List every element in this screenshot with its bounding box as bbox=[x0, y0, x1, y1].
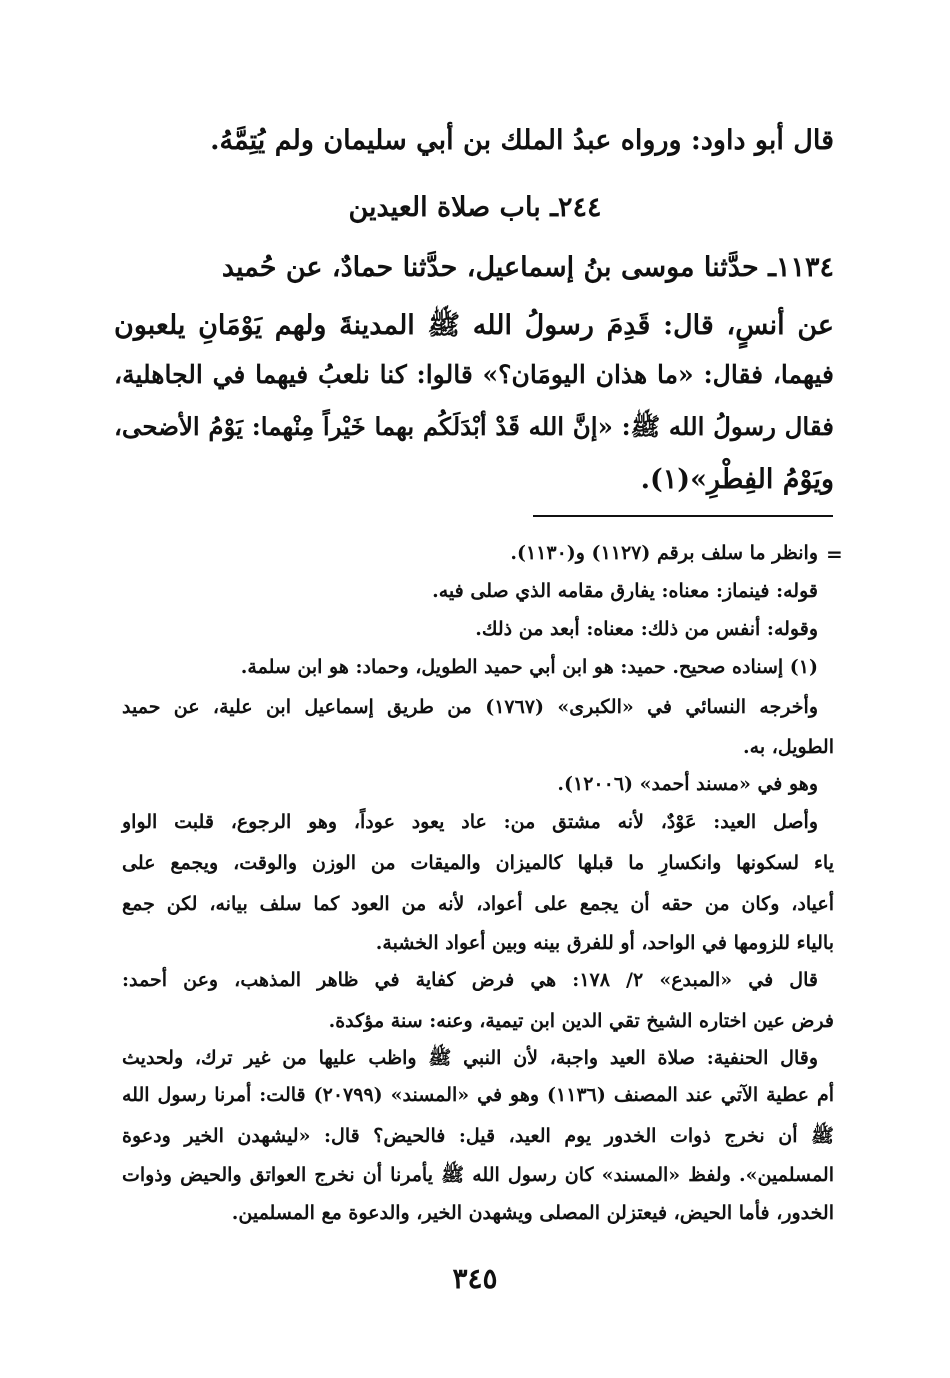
footnote-line: المسلمين». ولفظ «المسند» كان رسول الله ﷺ يأمرنا أن نخرج العواتق والحيض وذوات bbox=[122, 1164, 834, 1186]
footnote-continuation-marker: = bbox=[826, 542, 843, 566]
footnote-line: ﷺ أن نخرج ذوات الخدور يوم العيد، قيل: فالحيض؟ قال: «ليشهدن الخير ودعوة bbox=[122, 1125, 834, 1147]
footnote-line: وقال الحنفية: صلاة العيد واجبة، لأن النبي ﷺ واظب عليها من غير ترك، ولحديث bbox=[122, 1047, 818, 1069]
footnote-line: أم عطية الآتي عند المصنف (١١٣٦) وهو في «المسند» (٢٠٧٩٩) قالت: أمرنا رسول الله bbox=[122, 1084, 834, 1106]
footnote-line: قوله: فينماز: معناه: يفارق مقامه الذي صلى فيه. bbox=[432, 580, 818, 602]
footnote-line: وهو في «مسند أحمد» (١٢٠٠٦). bbox=[557, 773, 818, 795]
footnote-line: الخدور، فأما الحيض، فيعتزلن المصلى ويشهدن الخير، والدعوة مع المسلمين. bbox=[231, 1202, 834, 1224]
footnote-line: ياء لسكونها وانكسارِ ما قبلها كالميزان والميقات من الوزن والوقت، ويجمع على bbox=[122, 852, 834, 874]
hadith-text-line: فقال رسولُ الله ﷺ: «إنَّ الله قَدْ أبْدَلَكُم بهما خَيْراً مِنْهما: يَوْمُ الأضحى، bbox=[114, 412, 834, 441]
chapter-heading: ٢٤٤ـ باب صلاة العيدين bbox=[348, 192, 602, 223]
footnote-line: وقوله: أنفس من ذلك: معناه: أبعد من ذلك. bbox=[475, 618, 818, 640]
page-number: ٣٤٥ bbox=[452, 1262, 498, 1295]
hadith-text-line: عن أنسٍ، قال: قَدِمَ رسولُ الله ﷺ المدينةَ ولهم يَوْمَانِ يلعبون bbox=[114, 310, 834, 341]
footnote-line: وانظر ما سلف برقم (١١٢٧) و(١١٣٠). bbox=[510, 542, 818, 564]
footnote-separator bbox=[533, 515, 833, 517]
abu-dawud-remark: قال أبو داود: ورواه عبدُ الملك بن أبي سليمان ولم يُتِمَّهُ. bbox=[210, 125, 834, 156]
footnote-line: وأخرجه النسائي في «الكبرى» (١٧٦٧) من طريق إسماعيل ابن علية، عن حميد bbox=[122, 696, 818, 718]
footnote-line: قال في «المبدع» ٢/ ١٧٨: هي فرض كفاية في ظاهر المذهب، وعن أحمد: bbox=[122, 969, 818, 991]
footnote-line: فرض عين اختاره الشيخ تقي الدين ابن تيمية، وعنه: سنة مؤكدة. bbox=[328, 1010, 834, 1032]
footnote-line: (١) إسناده صحيح. حميد: هو ابن أبي حميد الطويل، وحماد: هو ابن سلمة. bbox=[240, 656, 818, 678]
footnote-line: بالياء للزومها في الواحد، أو للفرق بينه وبين أعواد الخشبة. bbox=[375, 932, 834, 954]
footnote-line: أعياد، وكان من حقه أن يجمع على أعواد، لأنه من العود كما سلف بيانه، لكن جمع bbox=[122, 893, 834, 915]
footnote-line: الطويل، به. bbox=[743, 736, 834, 758]
footnote-line: وأصل العيد: عَوْدٌ، لأنه مشتق من: عاد يعود عوداً، وهو الرجوع، قلبت الواو bbox=[122, 811, 818, 833]
hadith-isnad: ١١٣٤ـ حدَّثنا موسى بنُ إسماعيل، حدَّثنا حمادٌ، عن حُميد bbox=[221, 252, 834, 283]
hadith-text-line: ويَوْمُ الفِطْرِ»(١). bbox=[640, 464, 834, 495]
hadith-text-line: فيهما، فقال: «ما هذان اليومَان؟» قالوا: كنا نلعبُ فيهما في الجاهلية، bbox=[114, 360, 834, 389]
